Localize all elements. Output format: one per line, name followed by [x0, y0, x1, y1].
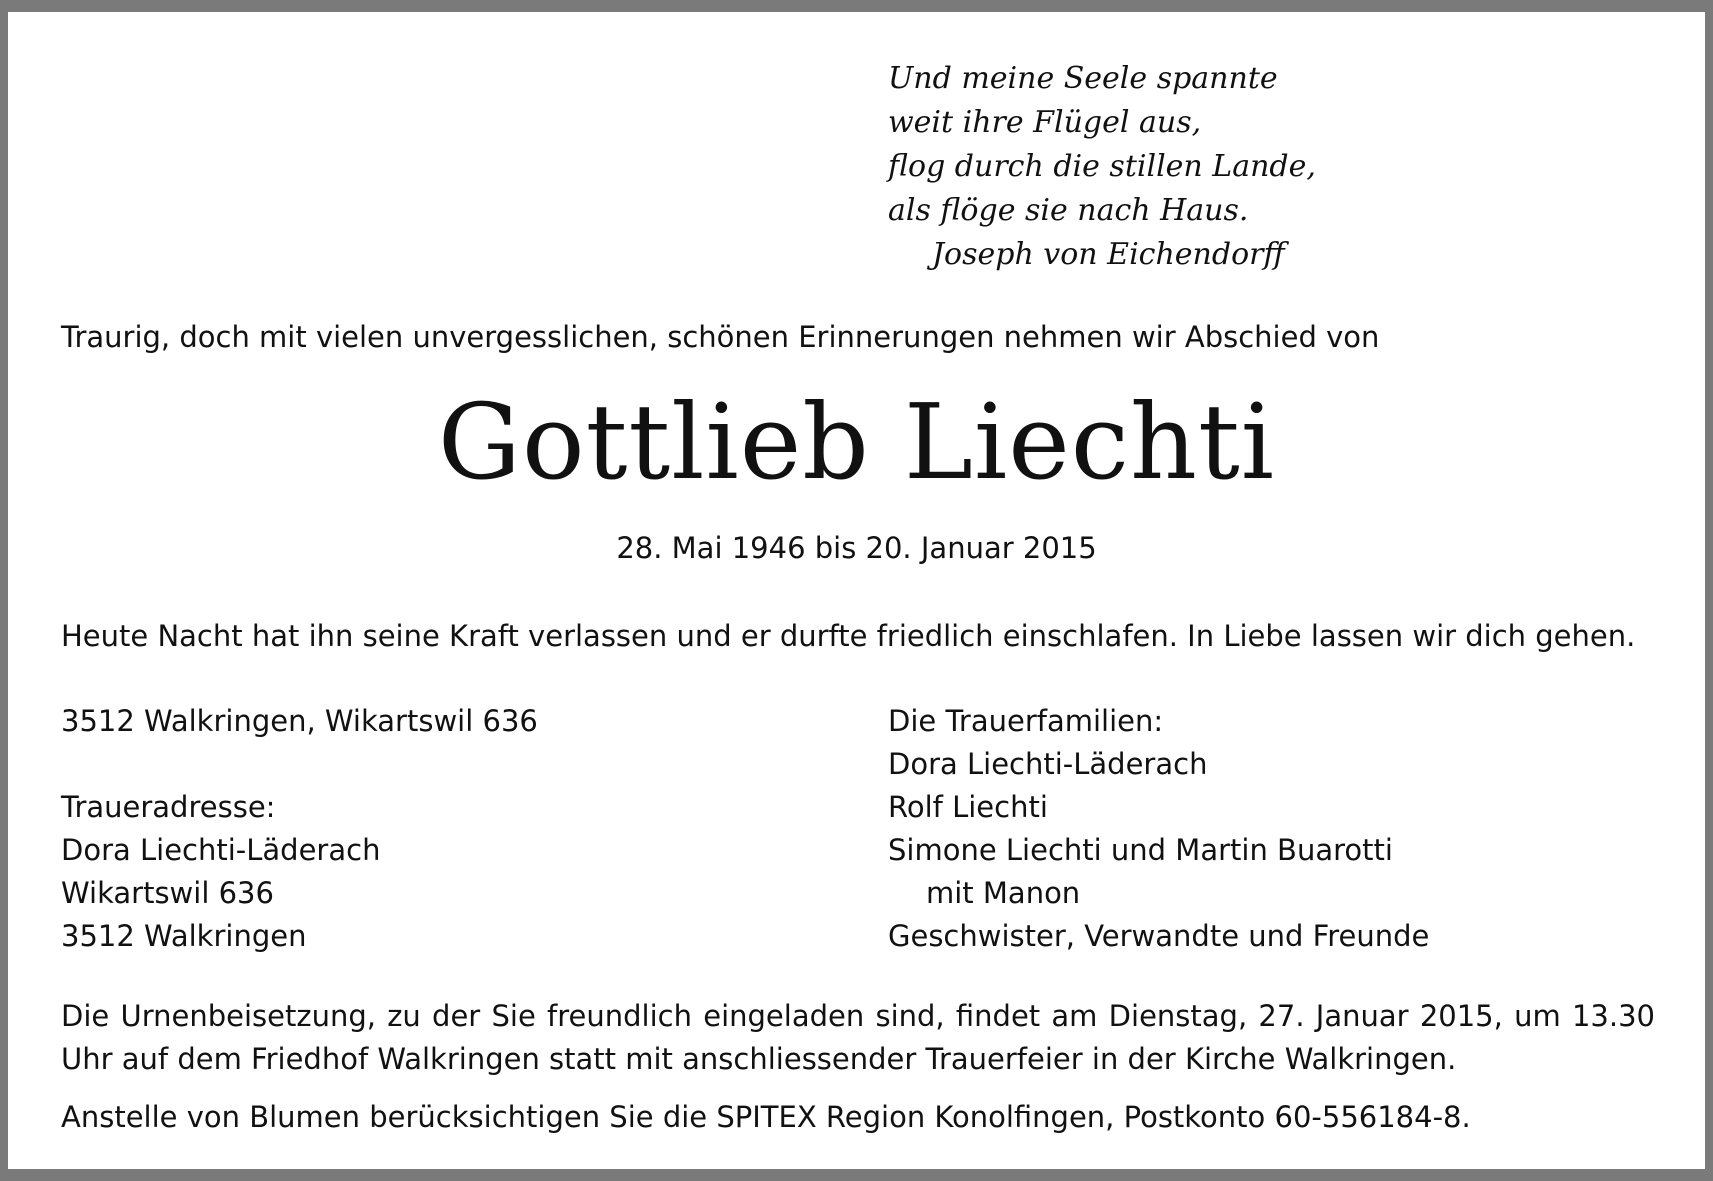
- address-block: [61, 700, 538, 958]
- families-label: Die Trauerfamilien:: [888, 704, 1164, 738]
- poem-line: Und meine Seele spannte: [888, 61, 1278, 96]
- family-member: Dora Liechti-Läderach: [888, 747, 1208, 781]
- spacer: [61, 743, 538, 786]
- mourning-address-line: 3512 Walkringen: [61, 919, 307, 953]
- poem-line: flog durch die stillen Lande,: [888, 149, 1316, 184]
- mourning-address-line: Dora Liechti-Läderach: [61, 833, 381, 867]
- residence-address: 3512 Walkringen, Wikartswil 636: [61, 704, 538, 738]
- family-sub-member: mit Manon: [926, 876, 1081, 910]
- obituary-card: [8, 12, 1705, 1169]
- burial-notice: Die Urnenbeisetzung, zu der Sie freundlich eingeladen sind, findet am Dienstag, 27. Januar 2015, um 13.30 Uhr auf dem Friedhof Walkringen statt mit anschliessender Trauerfeier in der Kirche Walkringen.: [61, 999, 1655, 1076]
- donation-notice: Anstelle von Blumen berücksichtigen Sie die SPITEX Region Konolfingen, Postkonto 60-556184-8.: [61, 1100, 1471, 1134]
- poem: [888, 57, 1316, 277]
- poem-author: Joseph von Eichendorff: [932, 237, 1285, 272]
- family-member: Rolf Liechti: [888, 790, 1048, 824]
- family-member: Simone Liechti und Martin Buarotti: [888, 833, 1393, 867]
- mourning-address-label: Traueradresse:: [61, 790, 276, 824]
- poem-line: weit ihre Flügel aus,: [888, 105, 1202, 140]
- intro-text: Traurig, doch mit vielen unvergesslichen, schönen Erinnerungen nehmen wir Abschied von: [61, 320, 1380, 354]
- poem-line: als flöge sie nach Haus.: [888, 193, 1249, 228]
- families-block: [888, 700, 1429, 958]
- family-others: Geschwister, Verwandte und Freunde: [888, 919, 1430, 953]
- mourning-address-line: Wikartswil 636: [61, 876, 274, 910]
- life-dates: 28. Mai 1946 bis 20. Januar 2015: [616, 531, 1097, 565]
- farewell-text: Heute Nacht hat ihn seine Kraft verlassen und er durfte friedlich einschlafen. In Liebe lassen wir dich gehen.: [61, 619, 1636, 653]
- deceased-name: Gottlieb Liechti: [437, 381, 1276, 503]
